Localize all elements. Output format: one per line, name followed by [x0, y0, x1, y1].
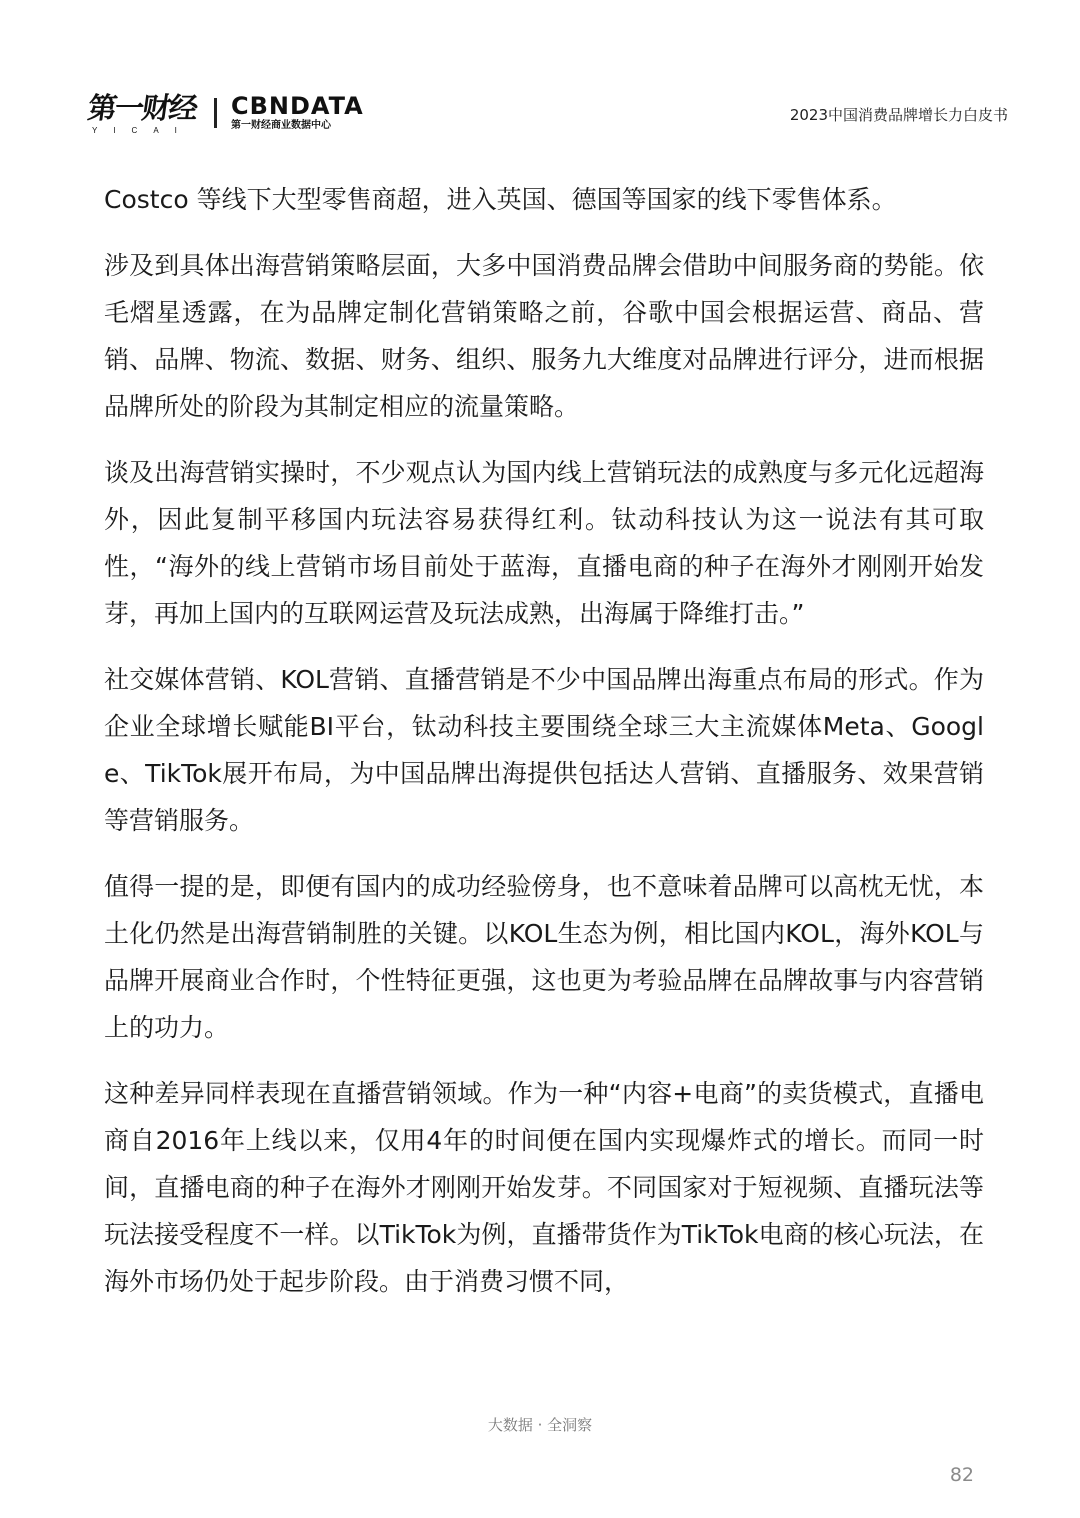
page-header — [85, 91, 1008, 142]
paragraph-3: 谈及出海营销实操时，不少观点认为国内线上营销玩法的成熟度与多元化远超海外，因此复制平移国内玩法容易获得红利。钛动科技认为这一说法有其可取性，“海外的线上营销市场目前处于蓝海，直播电商的种子在海外才刚刚开始发芽，再加上国内的互联网运营及玩法成熟，出海属于降维打击。” — [104, 458, 984, 628]
page-number: 82 — [949, 1464, 974, 1486]
paragraph-5: 值得一提的是，即便有国内的成功经验傍身，也不意味着品牌可以高枕无忧，本土化仍然是出海营销制胜的关键。以KOL生态为例，相比国内KOL，海外KOL与品牌开展商业合作时，个性特征更强，这也更为考验品牌在品牌故事与内容营销上的功力。 — [104, 872, 984, 1042]
yicai-logo-text: 第一财经 — [85, 91, 199, 125]
paragraph-1: Costco 等线下大型零售商超，进入英国、德国等国家的线下零售体系。 — [104, 185, 897, 214]
yicai-logo-subtext: YICAI — [92, 126, 193, 135]
cbndata-logo — [231, 92, 364, 132]
cbndata-logo-subtext: 第一财经商业数据中心 — [231, 120, 331, 131]
paragraph-4: 社交媒体营销、KOL营销、直播营销是不少中国品牌出海重点布局的形式。作为企业全球增长赋能BI平台，钛动科技主要围绕全球三大主流媒体Meta、Google、TikTok展开布局，为中国品牌出海提供包括达人营销、直播服务、效果营销等营销服务。 — [104, 665, 984, 835]
paragraph-6: 这种差异同样表现在直播营销领域。作为一种“内容+电商”的卖货模式，直播电商自2016年上线以来，仅用4年的时间便在国内实现爆炸式的增长。而同一时间，直播电商的种子在海外才刚刚开始发芽。不同国家对于短视频、直播玩法等玩法接受程度不一样。以TikTok为例，直播带货作为TikTok电商的核心玩法，在海外市场仍处于起步阶段。由于消费习惯不同， — [104, 1079, 984, 1296]
footer-slogan: 大数据 · 全洞察 — [487, 1416, 593, 1434]
body-content — [104, 176, 984, 1324]
paragraph-2: 涉及到具体出海营销策略层面，大多中国消费品牌会借助中间服务商的势能。依毛熠星透露，在为品牌定制化营销策略之前，谷歌中国会根据运营、商品、营销、品牌、物流、数据、财务、组织、服务九大维度对品牌进行评分，进而根据品牌所处的阶段为其制定相应的流量策略。 — [104, 251, 984, 421]
logo-divider — [214, 98, 217, 128]
cbndata-logo-text: CBNDATA — [231, 92, 364, 120]
yicai-logo — [85, 91, 208, 142]
brand-logos — [85, 91, 364, 142]
document-title: 2023中国消费品牌增长力白皮书 — [789, 106, 1008, 124]
